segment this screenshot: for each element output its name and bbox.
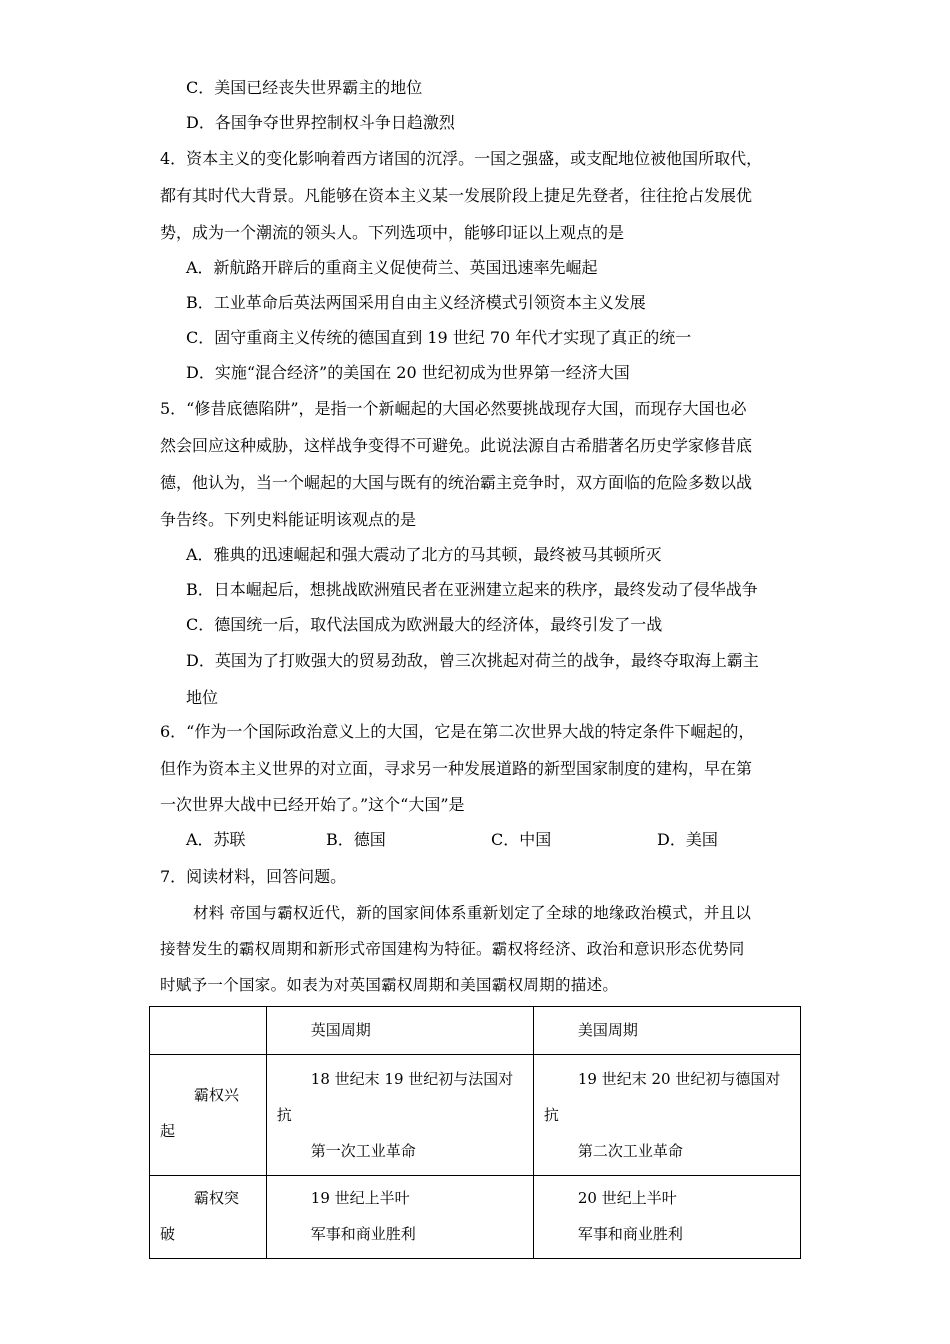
us-rise-cell: 19 世纪末 20 世纪初与德国对 抗 第二次工业革命 <box>533 1055 800 1176</box>
q4-stem-line-2: 都有其时代大背景。凡能够在资本主义某一发展阶段上捷足先登者，往往抢占发展优 <box>160 186 753 205</box>
q3-option-c: C．美国已经丧失世界霸主的地位 <box>186 78 423 97</box>
table-row <box>150 1055 801 1176</box>
q5-option-d-continued: 地位 <box>186 688 219 707</box>
q5-option-a: A．雅典的迅速崛起和强大震动了北方的马其顿，最终被马其顿所灭 <box>186 545 662 564</box>
hegemony-cycle-table <box>149 1006 801 1259</box>
q6-option-d: D．美国 <box>657 830 718 849</box>
q5-option-c: C．德国统一后，取代法国成为欧洲最大的经济体，最终引发了一战 <box>186 615 663 634</box>
q5-stem-line-4: 争告终。下列史料能证明该观点的是 <box>160 510 417 529</box>
q5-stem-line-3: 德，他认为，当一个崛起的大国与既有的统治霸主竞争时，双方面临的危险多数以战 <box>160 473 753 492</box>
q6-stem-line-3: 一次世界大战中已经开始了。”这个“大国”是 <box>160 795 465 814</box>
q4-option-d: D．实施“混合经济”的美国在 20 世纪初成为世界第一经济大国 <box>186 363 630 382</box>
table-header-us: 美国周期 <box>533 1007 800 1055</box>
uk-breakthrough-cell: 19 世纪上半叶 军事和商业胜利 <box>266 1176 533 1259</box>
q5-stem-line-2: 然会回应这种威胁，这样战争变得不可避免。此说法源自古希腊著名历史学家修昔底 <box>160 436 753 455</box>
q4-stem-line-3: 势，成为一个潮流的领头人。下列选项中，能够印证以上观点的是 <box>160 223 625 242</box>
table-header-uk: 英国周期 <box>266 1007 533 1055</box>
q7-material-line-1: 材料 帝国与霸权近代，新的国家间体系重新划定了全球的地缘政治模式，并且以 <box>193 904 752 922</box>
q7-stem: 7．阅读材料，回答问题。 <box>160 867 347 886</box>
q6-stem-line-2: 但作为资本主义世界的对立面，寻求另一种发展道路的新型国家制度的建构，早在第 <box>160 759 753 778</box>
uk-rise-cell: 18 世纪末 19 世纪初与法国对 抗 第一次工业革命 <box>266 1055 533 1176</box>
q6-option-a: A．苏联 <box>186 830 246 849</box>
q4-option-c: C．固守重商主义传统的德国直到 19 世纪 70 年代才实现了真正的统一 <box>186 328 692 347</box>
q4-option-a: A．新航路开辟后的重商主义促使荷兰、英国迅速率先崛起 <box>186 258 598 277</box>
q5-stem-line-1: 5．“修昔底德陷阱”，是指一个新崛起的大国必然要挑战现存大国，而现存大国也必 <box>160 399 747 418</box>
table-header-corner <box>150 1007 267 1055</box>
table-row <box>150 1176 801 1259</box>
q7-material-line-3: 时赋予一个国家。如表为对英国霸权周期和美国霸权周期的描述。 <box>160 976 619 994</box>
q6-option-c: C．中国 <box>491 830 552 849</box>
q5-option-b: B．日本崛起后，想挑战欧洲殖民者在亚洲建立起来的秩序，最终发动了侵华战争 <box>186 580 758 599</box>
q4-stem-line-1: 4．资本主义的变化影响着西方诸国的沉浮。一国之强盛，或支配地位被他国所取代， <box>160 149 763 168</box>
q4-option-b: B．工业革命后英法两国采用自由主义经济模式引领资本主义发展 <box>186 293 646 312</box>
q6-option-b: B．德国 <box>326 830 386 849</box>
row-label-rise: 霸权兴 起 <box>150 1055 267 1176</box>
q6-stem-line-1: 6．“作为一个国际政治意义上的大国，它是在第二次世界大战的特定条件下崛起的， <box>160 722 755 741</box>
q3-option-d: D．各国争夺世界控制权斗争日趋激烈 <box>186 113 455 132</box>
table-header-row <box>150 1007 801 1055</box>
q7-material-line-2: 接替发生的霸权周期和新形式帝国建构为特征。霸权将经济、政治和意识形态优势同 <box>160 940 745 958</box>
q5-option-d: D．英国为了打败强大的贸易劲敌，曾三次挑起对荷兰的战争，最终夺取海上霸主 <box>186 651 759 670</box>
row-label-breakthrough: 霸权突 破 <box>150 1176 267 1259</box>
us-breakthrough-cell: 20 世纪上半叶 军事和商业胜利 <box>533 1176 800 1259</box>
